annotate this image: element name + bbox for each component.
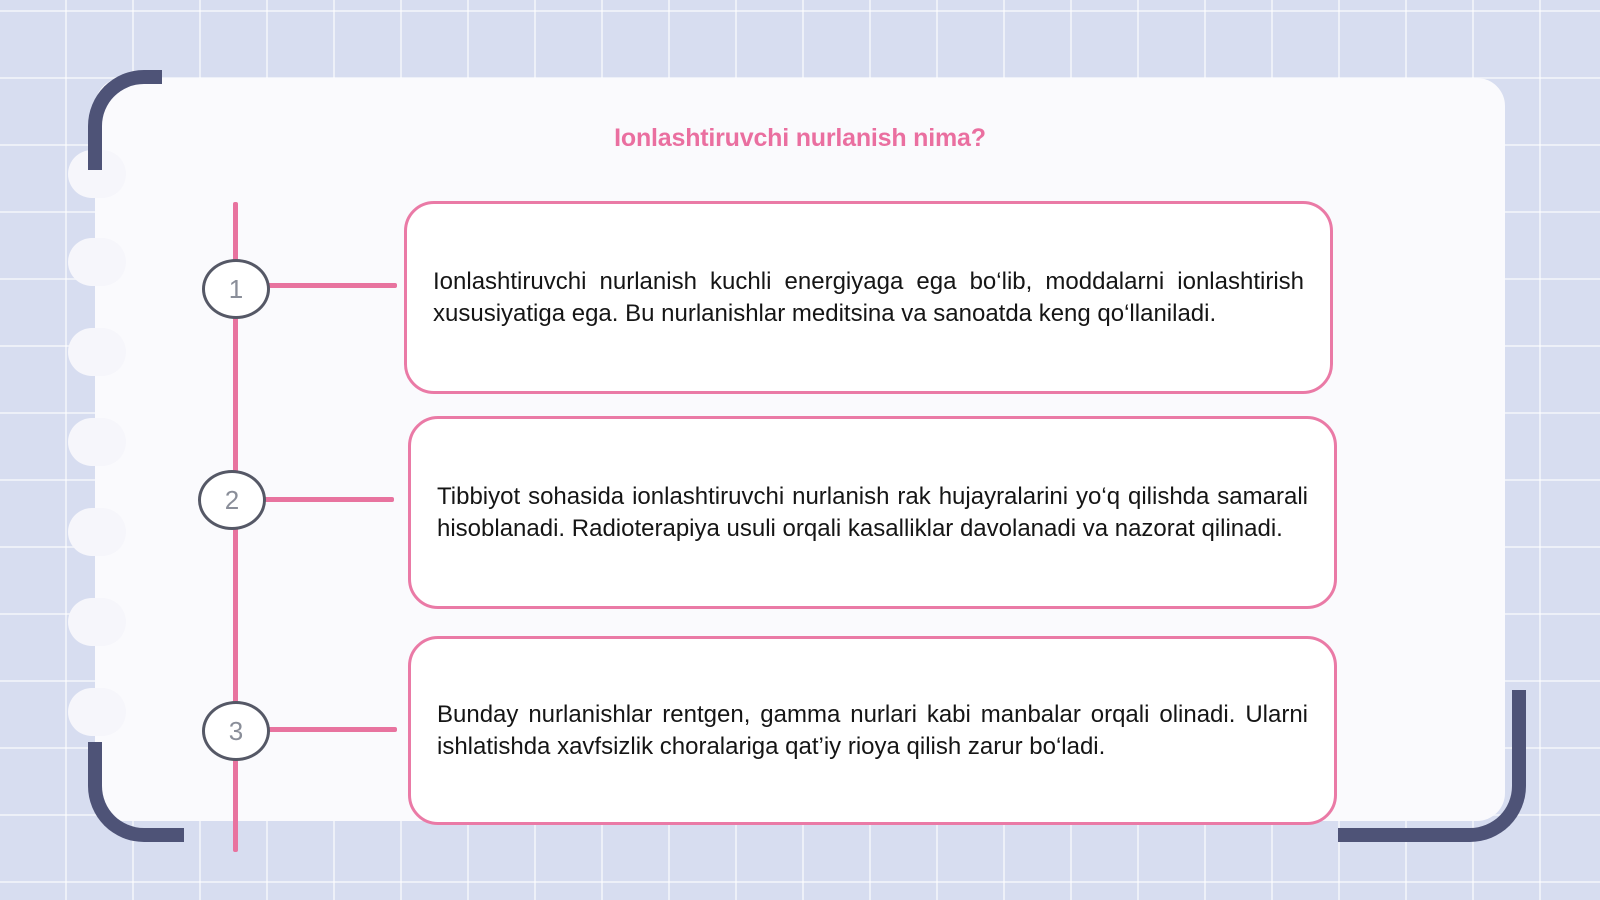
step-number-3: 3 xyxy=(202,701,270,761)
corner-bracket-top-left xyxy=(88,70,162,170)
paper-edge-scallop xyxy=(68,418,126,466)
timeline-connector xyxy=(265,727,397,732)
step-card-1 xyxy=(404,201,1333,394)
step-card-text: Ionlashtiruvchi nurlanish kuchli energiyaga ega bo‘lib, moddalarni ionlashtirish xususiyatiga ega. Bu nurlanishlar meditsina va sanoatda keng qo‘llaniladi. xyxy=(433,267,1304,327)
timeline-connector xyxy=(262,497,394,502)
timeline-connector xyxy=(265,283,397,288)
paper-edge-scallop xyxy=(68,508,126,556)
paper-edge-scallop xyxy=(68,238,126,286)
paper-edge-scallop xyxy=(68,328,126,376)
step-card-3 xyxy=(408,636,1337,825)
paper-edge-scallop xyxy=(68,598,126,646)
corner-bracket-bottom-left xyxy=(88,742,184,842)
step-card-text: Bunday nurlanishlar rentgen, gamma nurlari kabi manbalar orqali olinadi. Ularni ishlatishda xavfsizlik choralariga qat’iy rioya qilish zarur bo‘ladi. xyxy=(437,700,1308,760)
step-number-1: 1 xyxy=(202,259,270,319)
step-number-2: 2 xyxy=(198,470,266,530)
step-card-text: Tibbiyot sohasida ionlashtiruvchi nurlanish rak hujayralarini yo‘q qilishda samarali hisoblanadi. Radioterapiya usuli orqali kasalliklar davolanadi va nazorat qilinadi. xyxy=(437,482,1308,542)
step-card-2 xyxy=(408,416,1337,609)
paper-edge-scallop xyxy=(68,688,126,736)
slide-title: Ionlashtiruvchi nurlanish nima? xyxy=(614,124,986,152)
corner-bracket-bottom-right xyxy=(1338,690,1526,842)
